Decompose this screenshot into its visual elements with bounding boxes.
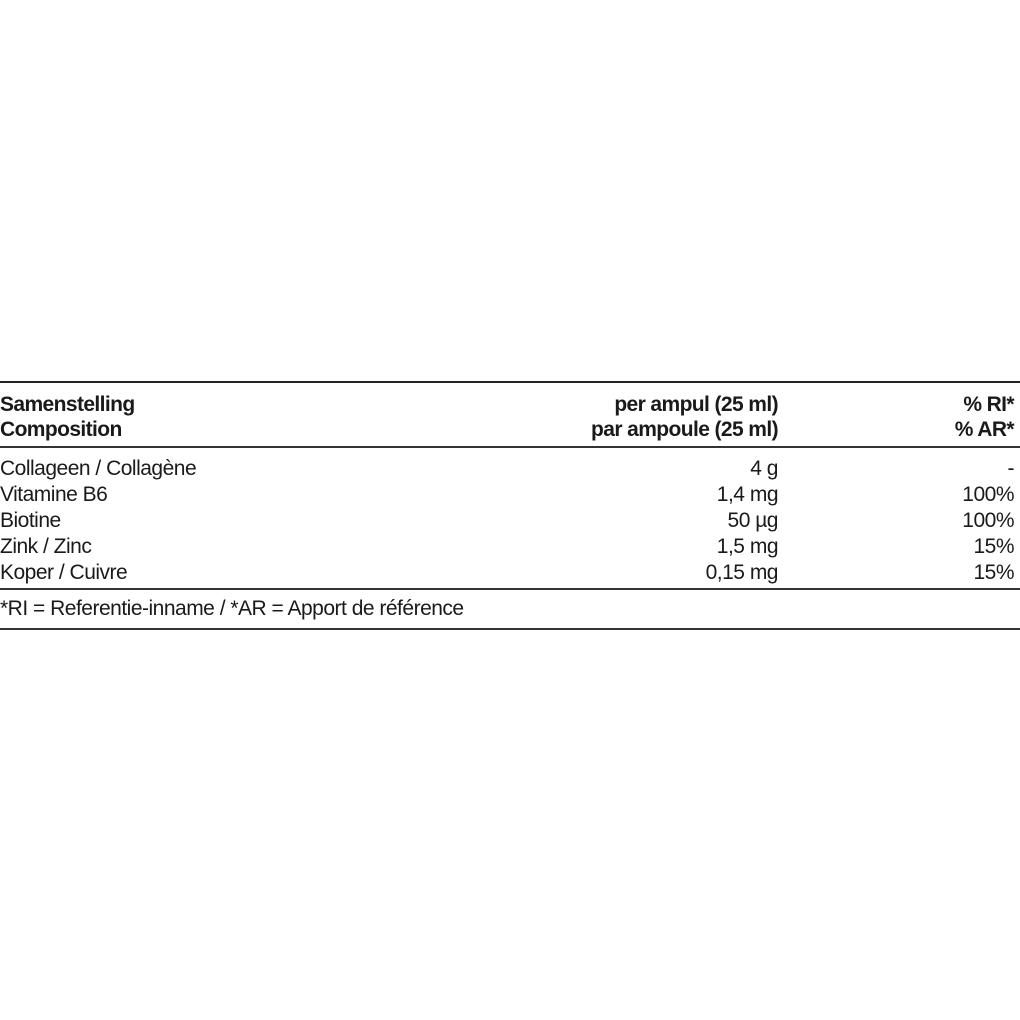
ingredient-amount: 4 g: [750, 457, 778, 480]
header-reference-intake: [955, 392, 1014, 442]
table-row: [0, 508, 1020, 534]
ingredient-amount: 50 µg: [727, 509, 778, 532]
header-per-ampoule-nl: per ampul (25 ml): [614, 393, 778, 416]
header-per-ampoule-fr: par ampoule (25 ml): [591, 418, 778, 441]
ingredient-ri: 100%: [962, 509, 1014, 532]
table-bottom-rule: [0, 628, 1020, 630]
table-row: [0, 482, 1020, 508]
ingredient-ri: 100%: [962, 483, 1014, 506]
table-row: [0, 456, 1020, 482]
header-composition-nl: Samenstelling: [0, 393, 135, 416]
header-composition-fr: Composition: [0, 418, 122, 441]
header-ar: % AR*: [954, 418, 1014, 441]
header-ri: % RI*: [963, 393, 1014, 416]
header-composition: [0, 392, 135, 442]
table-header: [0, 383, 1020, 446]
nutrition-table: [0, 381, 1020, 630]
ingredient-amount: 0,15 mg: [705, 561, 778, 584]
ingredient-name: Zink / Zinc: [0, 535, 92, 558]
ingredient-ri: -: [1007, 457, 1014, 480]
ingredient-name: Vitamine B6: [0, 483, 108, 506]
table-row: [0, 534, 1020, 560]
table-row: [0, 560, 1020, 586]
footnote: *RI = Referentie-inname / *AR = Apport de référence: [0, 597, 464, 620]
ingredient-amount: 1,5 mg: [716, 535, 778, 558]
table-body: [0, 448, 1020, 588]
ingredient-ri: 15%: [973, 561, 1014, 584]
ingredient-name: Biotine: [0, 509, 61, 532]
header-per-ampoule: [591, 392, 778, 442]
ingredient-name: Koper / Cuivre: [0, 561, 128, 584]
ingredient-amount: 1,4 mg: [716, 483, 778, 506]
ingredient-name: Collageen / Collagène: [0, 457, 197, 480]
ingredient-ri: 15%: [973, 535, 1014, 558]
